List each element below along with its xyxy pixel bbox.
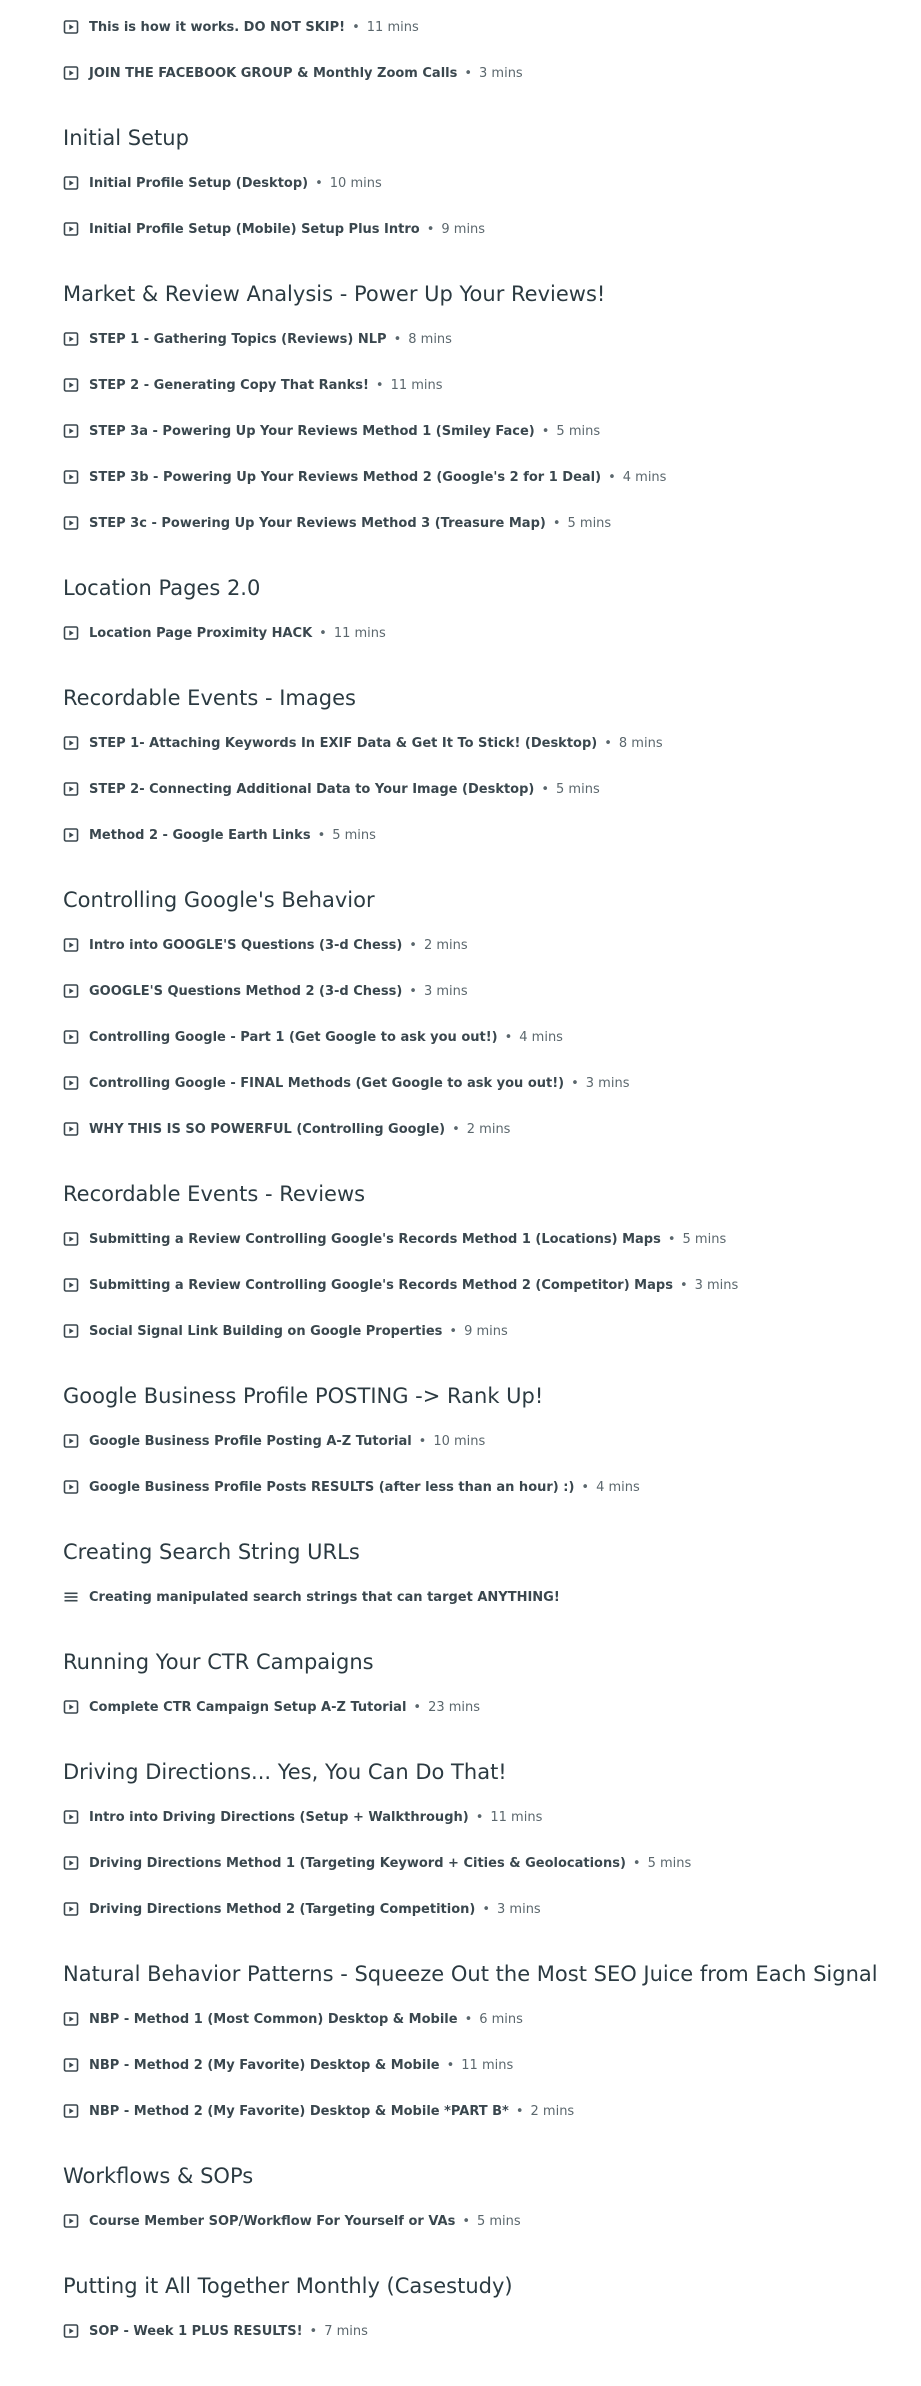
lesson-link[interactable] xyxy=(63,316,913,362)
lesson-title: Submitting a Review Controlling Google's Records Method 1 (Locations) Maps xyxy=(89,1231,661,1247)
separator-dot: • xyxy=(315,175,323,191)
section-title: Recordable Events - Images xyxy=(63,686,356,710)
lesson-title: STEP 3c - Powering Up Your Reviews Method 3 (Treasure Map) xyxy=(89,515,546,531)
separator-dot: • xyxy=(319,625,327,641)
video-icon xyxy=(63,2011,79,2027)
video-icon xyxy=(63,2103,79,2119)
separator-dot: • xyxy=(409,937,417,953)
lesson-duration: 5 mins xyxy=(556,423,601,439)
lesson-link[interactable] xyxy=(63,160,913,206)
lesson-duration: 3 mins xyxy=(694,1277,739,1293)
lesson-title: Initial Profile Setup (Desktop) xyxy=(89,175,309,191)
lesson-duration: 4 mins xyxy=(622,469,667,485)
separator-dot: • xyxy=(309,2323,318,2339)
lesson-title: Intro into GOOGLE'S Questions (3-d Chess) xyxy=(89,937,403,953)
lesson-link[interactable] xyxy=(63,1308,913,1354)
separator-dot: • xyxy=(552,515,561,531)
lesson-duration: 5 mins xyxy=(567,515,612,531)
lesson-link[interactable] xyxy=(63,2308,913,2354)
lesson-duration: 4 mins xyxy=(596,1479,640,1495)
lesson-title: Driving Directions Method 2 (Targeting Competition) xyxy=(89,1901,476,1917)
lesson-title: STEP 2- Connecting Additional Data to Your Image (Desktop) xyxy=(89,781,535,797)
section-title: Location Pages 2.0 xyxy=(63,576,261,600)
lesson-title: WHY THIS IS SO POWERFUL (Controlling Google) xyxy=(89,1121,446,1137)
video-icon xyxy=(63,1479,79,1495)
separator-dot: • xyxy=(464,2011,473,2027)
separator-dot: • xyxy=(475,1809,484,1825)
section-title: Workflows & SOPs xyxy=(63,2164,254,2188)
lesson-duration: 8 mins xyxy=(408,331,452,347)
lesson-link[interactable] xyxy=(63,4,913,50)
lesson-title: Google Business Profile Posting A-Z Tutorial xyxy=(89,1433,412,1449)
lesson-link[interactable] xyxy=(63,500,913,546)
lesson-duration: 3 mins xyxy=(423,983,468,999)
separator-dot: • xyxy=(541,781,550,797)
lesson-title: Controlling Google - FINAL Methods (Get Google to ask you out!) xyxy=(89,1075,565,1091)
separator-dot: • xyxy=(462,2213,470,2229)
video-icon xyxy=(63,19,79,35)
lesson-title: STEP 1 - Gathering Topics (Reviews) NLP xyxy=(89,331,387,347)
video-icon xyxy=(63,175,79,191)
video-icon xyxy=(63,625,79,641)
separator-dot: • xyxy=(446,2057,455,2073)
lesson-title: Driving Directions Method 1 (Targeting Keyword + Cities & Geolocations) xyxy=(89,1855,626,1871)
video-icon xyxy=(63,937,79,953)
lesson-link[interactable] xyxy=(63,2088,913,2134)
video-icon xyxy=(63,1901,79,1917)
section-title: Driving Directions... Yes, You Can Do That! xyxy=(63,1760,507,1784)
section-title: Initial Setup xyxy=(63,126,189,150)
separator-dot: • xyxy=(504,1029,513,1045)
lesson-title: Social Signal Link Building on Google Properties xyxy=(89,1323,443,1339)
lesson-duration: 10 mins xyxy=(329,175,382,191)
lesson-duration: 11 mins xyxy=(490,1809,543,1825)
lesson-duration: 5 mins xyxy=(332,827,376,843)
video-icon xyxy=(63,781,79,797)
video-icon xyxy=(63,1277,79,1293)
lesson-duration: 11 mins xyxy=(390,377,443,393)
section-title: Market & Review Analysis - Power Up Your Reviews! xyxy=(63,282,606,306)
lesson-duration: 8 mins xyxy=(618,735,663,751)
lesson-link[interactable] xyxy=(63,1262,913,1308)
video-icon xyxy=(63,1075,79,1091)
lesson-title: JOIN THE FACEBOOK GROUP & Monthly Zoom Calls xyxy=(89,65,458,81)
separator-dot: • xyxy=(571,1075,579,1091)
lesson-title: Intro into Driving Directions (Setup + Walkthrough) xyxy=(89,1809,469,1825)
video-icon xyxy=(63,423,79,439)
video-icon xyxy=(63,1809,79,1825)
separator-dot: • xyxy=(449,1323,458,1339)
lesson-duration: 10 mins xyxy=(433,1433,486,1449)
course-section xyxy=(63,2134,913,2244)
lesson-link[interactable] xyxy=(63,1684,913,1730)
lesson-title: Location Page Proximity HACK xyxy=(89,625,313,641)
lesson-link[interactable] xyxy=(63,1574,913,1620)
course-section xyxy=(63,1730,913,1932)
section-title: Creating Search String URLs xyxy=(63,1540,360,1564)
lesson-link[interactable] xyxy=(63,1418,913,1464)
separator-dot: • xyxy=(375,377,384,393)
lesson-title: Initial Profile Setup (Mobile) Setup Plus Intro xyxy=(89,221,420,237)
course-section xyxy=(63,2244,913,2354)
lesson-duration: 23 mins xyxy=(428,1699,481,1715)
lesson-link[interactable] xyxy=(63,968,913,1014)
video-icon xyxy=(63,735,79,751)
separator-dot: • xyxy=(608,469,616,485)
lesson-title: NBP - Method 2 (My Favorite) Desktop & Mobile xyxy=(89,2057,440,2073)
video-icon xyxy=(63,1029,79,1045)
lesson-link[interactable] xyxy=(63,1014,913,1060)
lesson-duration: 7 mins xyxy=(324,2323,368,2339)
lesson-title: GOOGLE'S Questions Method 2 (3-d Chess) xyxy=(89,983,403,999)
lesson-link[interactable] xyxy=(63,50,913,96)
separator-dot: • xyxy=(317,827,326,843)
lesson-duration: 5 mins xyxy=(647,1855,692,1871)
course-curriculum xyxy=(63,0,913,2354)
video-icon xyxy=(63,983,79,999)
lesson-link[interactable] xyxy=(63,2198,913,2244)
lesson-duration: 3 mins xyxy=(585,1075,630,1091)
lesson-title: STEP 1- Attaching Keywords In EXIF Data & Get It To Stick! (Desktop) xyxy=(89,735,598,751)
course-section xyxy=(63,0,913,96)
lesson-link[interactable] xyxy=(63,2042,913,2088)
lesson-duration: 11 mins xyxy=(461,2057,514,2073)
lesson-link[interactable] xyxy=(63,1886,913,1932)
course-section xyxy=(63,656,913,858)
lesson-link[interactable] xyxy=(63,922,913,968)
video-icon xyxy=(63,1121,79,1137)
lesson-duration: 2 mins xyxy=(530,2103,575,2119)
lesson-link[interactable] xyxy=(63,766,913,812)
lesson-link[interactable] xyxy=(63,1840,913,1886)
lesson-title: Complete CTR Campaign Setup A-Z Tutorial xyxy=(89,1699,407,1715)
section-title: Putting it All Together Monthly (Casestudy) xyxy=(63,2274,513,2298)
lesson-title: STEP 2 - Generating Copy That Ranks! xyxy=(89,377,369,393)
separator-dot: • xyxy=(393,331,402,347)
lesson-title: Google Business Profile Posts RESULTS (after less than an hour) :) xyxy=(89,1479,575,1495)
video-icon xyxy=(63,1231,79,1247)
lesson-link[interactable] xyxy=(63,206,913,252)
section-title: Recordable Events - Reviews xyxy=(63,1182,366,1206)
separator-dot: • xyxy=(464,65,473,81)
lesson-link[interactable] xyxy=(63,1794,913,1840)
separator-dot: • xyxy=(352,19,360,35)
lesson-link[interactable] xyxy=(63,1216,913,1262)
video-icon xyxy=(63,2323,79,2339)
course-section xyxy=(63,252,913,546)
lesson-duration: 9 mins xyxy=(464,1323,508,1339)
lesson-link[interactable] xyxy=(63,1996,913,2042)
lesson-link[interactable] xyxy=(63,362,913,408)
lesson-duration: 3 mins xyxy=(479,65,523,81)
video-icon xyxy=(63,2213,79,2229)
separator-dot: • xyxy=(482,1901,491,1917)
lesson-link[interactable] xyxy=(63,454,913,500)
lesson-duration: 5 mins xyxy=(556,781,600,797)
lesson-link[interactable] xyxy=(63,1464,913,1510)
lesson-link[interactable] xyxy=(63,1106,913,1152)
separator-dot: • xyxy=(541,423,550,439)
course-section xyxy=(63,1354,913,1510)
lesson-duration: 3 mins xyxy=(497,1901,541,1917)
video-icon xyxy=(63,827,79,843)
video-icon xyxy=(63,515,79,531)
lesson-duration: 11 mins xyxy=(333,625,386,641)
video-icon xyxy=(63,65,79,81)
lesson-title: Course Member SOP/Workflow For Yourself or VAs xyxy=(89,2213,456,2229)
video-icon xyxy=(63,2057,79,2073)
lesson-link[interactable] xyxy=(63,610,913,656)
lesson-title: STEP 3b - Powering Up Your Reviews Method 2 (Google's 2 for 1 Deal) xyxy=(89,469,602,485)
lesson-duration: 11 mins xyxy=(366,19,419,35)
separator-dot: • xyxy=(679,1277,688,1293)
course-section xyxy=(63,1932,913,2134)
separator-dot: • xyxy=(581,1479,590,1495)
course-section xyxy=(63,96,913,252)
lesson-duration: 5 mins xyxy=(682,1231,727,1247)
course-section xyxy=(63,1152,913,1354)
lesson-title: Submitting a Review Controlling Google's Records Method 2 (Competitor) Maps xyxy=(89,1277,673,1293)
section-title: Natural Behavior Patterns - Squeeze Out the Most SEO Juice from Each Signal xyxy=(63,1962,878,1986)
video-icon xyxy=(63,1699,79,1715)
separator-dot: • xyxy=(632,1855,641,1871)
lesson-duration: 9 mins xyxy=(441,221,486,237)
video-icon xyxy=(63,221,79,237)
course-section xyxy=(63,546,913,656)
separator-dot: • xyxy=(418,1433,427,1449)
course-section xyxy=(63,858,913,1152)
lesson-duration: 2 mins xyxy=(423,937,468,953)
separator-dot: • xyxy=(515,2103,524,2119)
video-icon xyxy=(63,1323,79,1339)
video-icon xyxy=(63,1855,79,1871)
course-section xyxy=(63,1510,913,1620)
separator-dot: • xyxy=(426,221,435,237)
lesson-link[interactable] xyxy=(63,1060,913,1106)
lesson-title: Method 2 - Google Earth Links xyxy=(89,827,311,843)
lesson-title: STEP 3a - Powering Up Your Reviews Method 1 (Smiley Face) xyxy=(89,423,535,439)
separator-dot: • xyxy=(604,735,612,751)
section-title: Google Business Profile POSTING -> Rank Up! xyxy=(63,1384,544,1408)
lesson-title: NBP - Method 2 (My Favorite) Desktop & Mobile *PART B* xyxy=(89,2103,509,2119)
course-section xyxy=(63,1620,913,1730)
lesson-duration: 6 mins xyxy=(479,2011,523,2027)
separator-dot: • xyxy=(452,1121,460,1137)
lesson-title: Creating manipulated search strings that can target ANYTHING! xyxy=(89,1589,560,1605)
lesson-link[interactable] xyxy=(63,720,913,766)
separator-dot: • xyxy=(667,1231,676,1247)
lesson-title: This is how it works. DO NOT SKIP! xyxy=(89,19,346,35)
lesson-duration: 5 mins xyxy=(476,2213,521,2229)
video-icon xyxy=(63,331,79,347)
lesson-link[interactable] xyxy=(63,408,913,454)
separator-dot: • xyxy=(413,1699,422,1715)
section-title: Running Your CTR Campaigns xyxy=(63,1650,374,1674)
lesson-title: NBP - Method 1 (Most Common) Desktop & Mobile xyxy=(89,2011,458,2027)
video-icon xyxy=(63,377,79,393)
lesson-duration: 4 mins xyxy=(519,1029,563,1045)
lesson-link[interactable] xyxy=(63,812,913,858)
section-title: Controlling Google's Behavior xyxy=(63,888,375,912)
separator-dot: • xyxy=(409,983,417,999)
text-lines-icon xyxy=(63,1589,79,1605)
lesson-title: Controlling Google - Part 1 (Get Google to ask you out!) xyxy=(89,1029,498,1045)
video-icon xyxy=(63,1433,79,1449)
lesson-duration: 2 mins xyxy=(466,1121,511,1137)
video-icon xyxy=(63,469,79,485)
lesson-title: SOP - Week 1 PLUS RESULTS! xyxy=(89,2323,303,2339)
